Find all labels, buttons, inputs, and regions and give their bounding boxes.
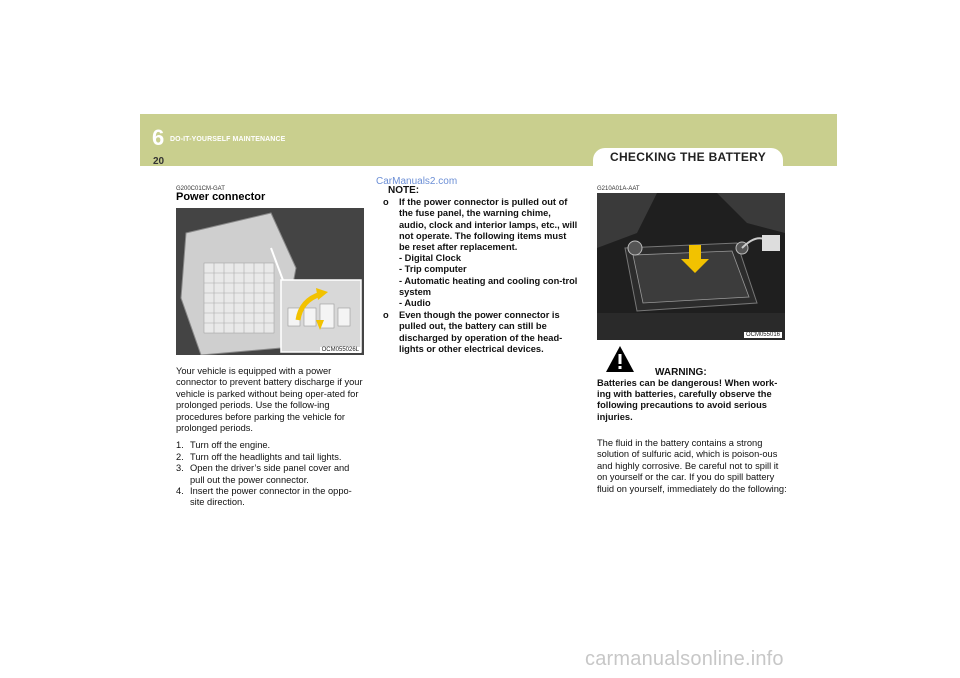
watermark-link[interactable]: CarManuals2.com [376,176,458,187]
section-tab-title: CHECKING THE BATTERY [610,150,766,164]
page-number: 20 [153,156,165,167]
warning-triangle-icon [605,344,635,374]
power-connector-text [176,366,366,509]
figure-label: OCM055026L [321,347,359,353]
heading-power-connector: Power connector [176,191,266,203]
note-block [383,185,578,355]
section-code-power-connector: G200C01CM-GAT [176,186,225,192]
footer-watermark[interactable]: carmanualsonline.info [585,648,784,670]
figure-label: OCM055016 [745,332,780,338]
warning-text: Batteries can be dangerous! When work-ing with batteries, carefully observe the following precautions to avoid serious injuries. [597,378,778,422]
steps-list [176,440,366,508]
note-item: o If the power connector is pulled out of the fuse panel, the warning chime, audio, clock and interior lamps, etc., will not operate. The following items must be reset after replacement. - Digital Clock - Trip computer - Automatic heating and cooling con-trol system - Audio [383,197,578,309]
battery-illustration [597,193,785,340]
reset-item: - Trip computer [399,264,467,275]
chapter-title: DO-IT-YOURSELF MAINTENANCE [170,136,286,143]
reset-item: - Digital Clock [399,253,461,264]
list-item: 2. Turn off the headlights and tail lights. [176,451,342,462]
section-code-battery: G210A01A-AAT [597,186,640,192]
fuse-panel-illustration [176,208,364,355]
reset-item: - Automatic heating and cooling con-trol system [399,275,578,297]
figure-battery [597,193,785,340]
list-item: 3. Open the driver’s side panel cover and pull out the power connector. [176,463,350,485]
figure-power-connector [176,208,364,355]
reset-item: - Audio [399,298,431,309]
chapter-number: 6 [152,125,165,150]
warning-title: WARNING: [655,367,707,378]
note-item: o Even though the power connector is pulled out, the battery can still be discharged by operation of the head-lights or other electrical devices. [383,310,563,354]
list-item: 1. Turn off the engine. [176,440,271,451]
note-title: NOTE: [388,185,420,196]
battery-fluid-text: The fluid in the battery contains a strong solution of sulfuric acid, which is poison-ous and highly corrosive. Be careful not to spill it on yourself or the car. If you do spill battery fluid on yourself, immediately do the following: [597,438,787,494]
list-item: 4. Insert the power connector in the oppo-site direction. [176,486,352,508]
intro-paragraph: Your vehicle is equipped with a power connector to prevent battery discharge if your vehicle is parked without being oper-ated for prolonged periods. Use the follow-ing procedures before parking the vehicle for prolonged periods. [176,366,363,434]
